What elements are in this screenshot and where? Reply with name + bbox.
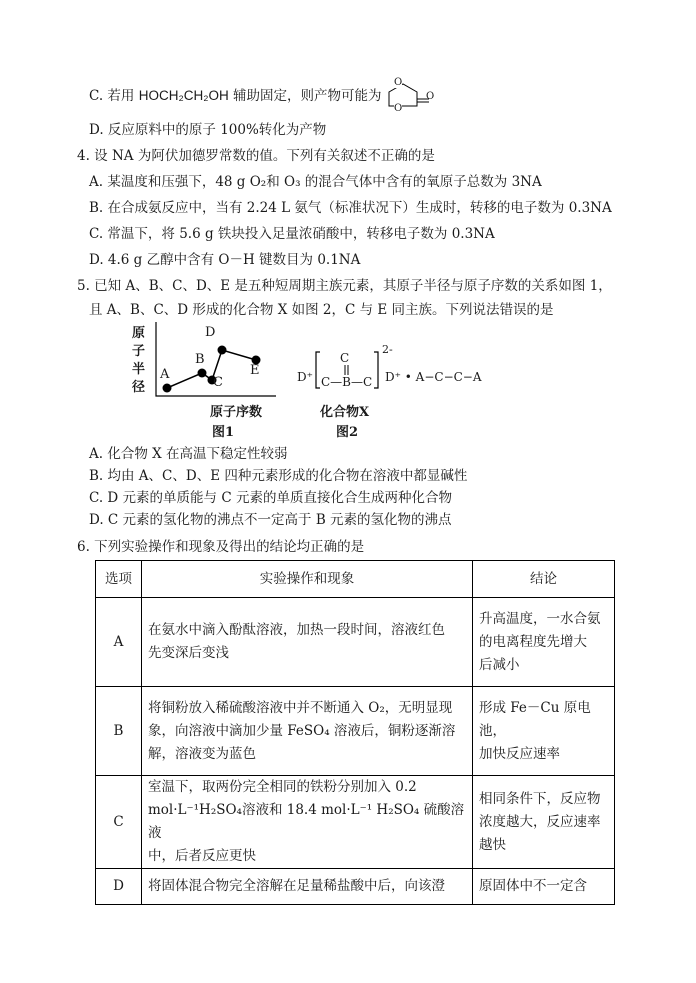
row-d-operation: 将固体混合物完全溶解在足量稀盐酸中后，向该澄 <box>142 869 473 905</box>
fig1-label-e: E <box>250 363 260 378</box>
header-option: 选项 <box>96 561 142 598</box>
fig1-ylabel-char4: 径 <box>132 380 146 395</box>
q4-option-c: C. 常温下，将 5.6 g 铁块投入足量浓硝酸中，转移电子数为 0.3NA <box>89 226 495 242</box>
q4-option-a: A. 某温度和压强下，48 g O₂和 O₃ 的混合气体中含有的氧原子总数为 3NA <box>89 174 542 190</box>
table-row <box>96 687 615 776</box>
q5-option-c: C. D 元素的单质能与 C 元素的单质直接化合生成两种化合物 <box>89 490 452 506</box>
q3-option-d: D. 反应原料中的原子 100%转化为产物 <box>89 122 327 138</box>
q5-option-d: D. C 元素的氢化物的沸点不一定高于 B 元素的氢化物的沸点 <box>89 512 452 528</box>
row-a-operation: 在氨水中滴入酚酞溶液，加热一段时间，溶液红色 先变深后变浅 <box>142 598 473 687</box>
fig1-label-b: B <box>195 352 205 367</box>
row-a-option: A <box>96 598 142 687</box>
fig2-center: C—B—C <box>321 375 373 389</box>
fig2-top-atom: C <box>340 351 350 365</box>
q5-stem-line2: 且 A、B、C、D 形成的化合物 X 如图 2，C 与 E 同主族。下列说法错误的是 <box>89 302 554 318</box>
ring-oxygen-top: O <box>394 77 403 88</box>
row-c-option: C <box>96 776 142 869</box>
q3-option-c: C. 若用 HOCH₂CH₂OH 辅助固定，则产物可能为 <box>89 88 382 104</box>
row-d-conclusion: 原固体中不一定含 <box>473 869 615 905</box>
table-row <box>96 869 615 905</box>
ring-oxygen-bottom: O <box>394 103 403 114</box>
row-b-operation: 将铜粉放入稀硫酸溶液中并不断通入 O₂，无明显现 象，向溶液中滴加少量 FeSO₄ 溶液后，铜粉逐渐溶 解，溶液变为蓝色 <box>142 687 473 776</box>
fig2-caption: 图2 <box>336 425 359 440</box>
fig1-point-d <box>218 346 227 355</box>
fig1-ylabel-char2: 子 <box>132 344 146 359</box>
fig2-compound-name: 化合物X <box>320 405 370 420</box>
table-row <box>96 776 615 869</box>
q5-option-b: B. 均由 A、C、D、E 四种元素形成的化合物在溶液中都显碱性 <box>89 468 468 484</box>
fig2-right-part: D⁺ • A−C−C−A <box>385 370 482 384</box>
row-d-option: D <box>96 869 142 905</box>
table-header-row <box>96 561 615 598</box>
fig2-left-ion: D⁺ <box>297 370 313 384</box>
row-c-operation: 室温下，取两份完全相同的铁粉分别加入 0.2 mol·L⁻¹H₂SO₄溶液和 18.4 mol·L⁻¹ H₂SO₄ 硫酸溶液 中，后者反应更快 <box>142 776 473 869</box>
experiment-table <box>95 560 615 905</box>
q6-stem: 6. 下列实验操作和现象及得出的结论均正确的是 <box>77 539 365 555</box>
row-a-conclusion: 升高温度，一水合氨 的电离程度先增大 后减小 <box>473 598 615 687</box>
carbonyl-oxygen: O <box>426 91 435 102</box>
cyclic-carbonate-structure <box>383 76 445 120</box>
fig1-caption: 图1 <box>212 425 235 440</box>
header-conclusion: 结论 <box>473 561 615 598</box>
fig1-xlabel: 原子序数 <box>210 405 263 420</box>
fig1-label-d: D <box>205 325 216 340</box>
fig2-charge: 2- <box>382 343 393 356</box>
fig1-point-b <box>198 369 207 378</box>
table-row <box>96 598 615 687</box>
fig1-label-a: A <box>160 367 170 382</box>
fig1-point-a <box>163 384 172 393</box>
q4-stem: 4. 设 NA 为阿伏加德罗常数的值。下列有关叙述不正确的是 <box>77 148 435 164</box>
row-c-conclusion: 相同条件下，反应物 浓度越大，反应速率 越快 <box>473 776 615 869</box>
row-b-option: B <box>96 687 142 776</box>
row-b-conclusion: 形成 Fe－Cu 原电池， 加快反应速率 <box>473 687 615 776</box>
q4-option-d: D. 4.6 g 乙醇中含有 O－H 键数目为 0.1NA <box>89 252 361 268</box>
q5-stem-line1: 5. 已知 A、B、C、D、E 是五种短周期主族元素，其原子半径与原子序数的关系如图 1， <box>77 278 612 294</box>
fig1-ylabel-char1: 原 <box>132 326 146 341</box>
header-operation: 实验操作和现象 <box>142 561 473 598</box>
q5-option-a: A. 化合物 X 在高温下稳定性较弱 <box>89 446 288 462</box>
q4-option-b: B. 在合成氨反应中，当有 2.24 L 氨气（标准状况下）生成时，转移的电子数为 0.3NA <box>89 200 612 216</box>
fig1-label-c: C <box>213 375 223 390</box>
fig1-ylabel-char3: 半 <box>132 362 146 377</box>
